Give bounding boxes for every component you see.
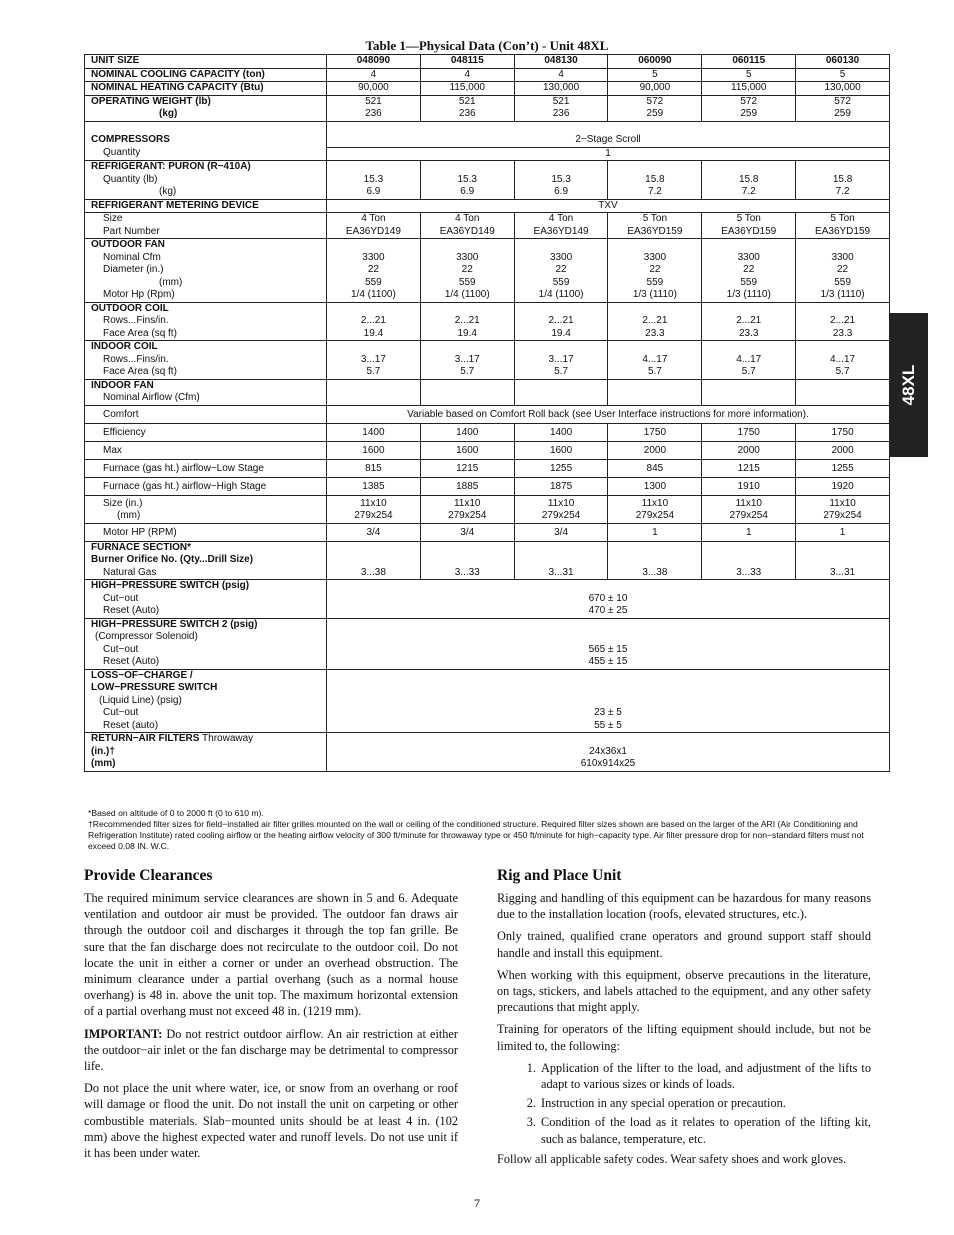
outdoor-coil-label: OUTDOOR COIL [91, 302, 169, 314]
table-row [85, 423, 890, 441]
compressors-label: COMPRESSORS [91, 134, 170, 145]
table-header-row [85, 55, 890, 69]
table-cell: 5 [702, 68, 796, 82]
important-label: IMPORTANT: [84, 1026, 163, 1041]
table-cell: 572 259 [702, 95, 796, 121]
loc-label: LOSS−OF−CHARGE / [91, 669, 193, 681]
table-row [85, 341, 890, 380]
row-label [85, 618, 327, 669]
row-label [85, 405, 327, 423]
ic-face-label: Face Area (sq ft) [103, 366, 177, 377]
orifice-label: Burner Orifice No. (Qty...Drill Size) [91, 554, 254, 565]
table-cell: 3...17 5.7 [514, 341, 608, 380]
table-cell: 3300 22 559 1/3 (1110) [608, 239, 702, 303]
fan-dia-label: Diameter (in.) [103, 264, 164, 275]
table-cell: 845 [608, 459, 702, 477]
header-cell: 060115 [702, 55, 796, 69]
metering-part-label: Part Number [103, 225, 160, 237]
table-cell: 3300 22 559 1/4 (1100) [420, 239, 514, 303]
table-cell: 2...21 19.4 [514, 302, 608, 341]
size-label: Size (in.) [103, 497, 143, 509]
table-cell: 1920 [796, 477, 890, 495]
table-cell: 3...33 [702, 541, 796, 580]
hps2-cutout-label: Cut−out [103, 643, 139, 655]
row-label [85, 477, 327, 495]
table-cell: 1750 [796, 423, 890, 441]
if-motor-label: Motor HP (RPM) [103, 526, 177, 538]
table-cell: 1215 [420, 459, 514, 477]
table-cell: 90,000 [327, 82, 421, 96]
table-row [85, 239, 890, 303]
table-cell: 2000 [608, 441, 702, 459]
row-label [85, 441, 327, 459]
table-cell: 15.3 6.9 [514, 161, 608, 200]
filters-mm-label: (mm) [91, 758, 116, 769]
table-cell: 815 [327, 459, 421, 477]
hps2-label: HIGH−PRESSURE SWITCH 2 (psig) [91, 618, 258, 630]
side-tab-label: 48XL [899, 364, 918, 406]
row-label [85, 213, 327, 239]
table-row [85, 580, 890, 619]
table-row [85, 618, 890, 669]
table-cell: 11x10 279x254 [327, 495, 421, 523]
table-cell: 5 [796, 68, 890, 82]
table-cell: 4 [514, 68, 608, 82]
if-airflow-label: Nominal Airflow (Cfm) [103, 392, 200, 403]
table-cell: 3300 22 559 1/4 (1100) [514, 239, 608, 303]
table-cell: 3...31 [514, 541, 608, 580]
rigging-paragraph: Training for operators of the lifting equipment should include, but not be limited to, the following: [497, 1022, 871, 1053]
table-cell: 572 259 [796, 95, 890, 121]
side-tab [890, 313, 928, 457]
table-cell [796, 379, 890, 405]
table-footnotes [88, 808, 884, 852]
table-cell: 2...21 23.3 [702, 302, 796, 341]
efficiency-label: Efficiency [103, 426, 146, 438]
table-cell: 2...21 19.4 [420, 302, 514, 341]
fan-motor-label: Motor Hp (Rpm) [103, 289, 175, 300]
hps2-sub-label: (Compressor Solenoid) [95, 631, 198, 642]
fan-cfm-label: Nominal Cfm [103, 251, 161, 263]
table-row [85, 441, 890, 459]
table-row [85, 405, 890, 423]
table-cell: 565 ± 15 455 ± 15 [327, 618, 890, 669]
loc-reset-label: Reset (auto) [103, 719, 159, 731]
row-label: NOMINAL COOLING CAPACITY (ton) [85, 68, 327, 82]
row-label [85, 733, 327, 772]
table-row [85, 379, 890, 405]
table-cell: 1 [702, 523, 796, 541]
row-label [85, 523, 327, 541]
hps2-reset-label: Reset (Auto) [103, 656, 160, 667]
table-row [85, 68, 890, 82]
oc-face-label: Face Area (sq ft) [103, 327, 177, 339]
table-cell: 1215 [702, 459, 796, 477]
row-label [85, 379, 327, 405]
weight-kg-label: (kg) [159, 108, 178, 119]
filters-type: Throwaway [202, 733, 254, 744]
ic-rows-label: Rows...Fins/in. [103, 353, 169, 365]
table-row [85, 121, 890, 161]
high-stage-label: Furnace (gas ht.) airflow−High Stage [103, 480, 267, 492]
table-cell: 15.8 7.2 [796, 161, 890, 200]
table-row [85, 82, 890, 96]
filters-label: RETURN−AIR FILTERS [91, 733, 200, 744]
table-cell: 3/4 [420, 523, 514, 541]
table-cell: 1885 [420, 477, 514, 495]
table-cell: 3...33 [420, 541, 514, 580]
footnote-filters: †Recommended filter sizes for field−installed air filter grilles mounted on the wall or ceiling of the conditioned structure. Required filter sizes shown are based on the larger of the ARI (Air Conditioning and Refrigeration Institute) rated cooling airflow or the heating airflow velocity of 300 ft/minute for throwaway type or 450 ft/minute for high−capacity type. Air filter pressure drop for non−standard filters must not exceed 0.08 IN. W.C. [88, 819, 864, 851]
furnace-label: FURNACE SECTION* [91, 541, 192, 553]
row-label [85, 161, 327, 200]
hps-label: HIGH−PRESSURE SWITCH (psig) [91, 580, 250, 591]
outdoor-fan-label: OUTDOOR FAN [91, 239, 165, 250]
table-cell: 11x10 279x254 [514, 495, 608, 523]
table-cell: 15.3 6.9 [327, 161, 421, 200]
table-cell: 130,000 [796, 82, 890, 96]
table-cell: 4 [420, 68, 514, 82]
fan-mm-label: (mm) [159, 276, 183, 288]
table-cell: 115,000 [702, 82, 796, 96]
table-cell: 1400 [420, 423, 514, 441]
rigging-section [497, 866, 871, 1173]
row-label [85, 239, 327, 303]
refrigerant-qty-label: Quantity (lb) [103, 173, 158, 185]
table-cell: 3...38 [608, 541, 702, 580]
table-cell: 2...21 23.3 [796, 302, 890, 341]
rigging-paragraph: Only trained, qualified crane operators and ground support staff should handle and install this equipment. [497, 929, 871, 960]
weight-label: OPERATING WEIGHT (lb) [91, 95, 211, 107]
table-cell [702, 379, 796, 405]
table-cell: 1600 [514, 441, 608, 459]
row-label [85, 423, 327, 441]
physical-data-table [84, 54, 890, 772]
table-cell: 11x10 279x254 [608, 495, 702, 523]
table-cell [608, 379, 702, 405]
table-cell: 3/4 [514, 523, 608, 541]
table-cell: 3...17 5.7 [327, 341, 421, 380]
row-label [85, 302, 327, 341]
header-cell: 048130 [514, 55, 608, 69]
table-cell: TXV [327, 199, 890, 213]
table-row [85, 541, 890, 580]
table-cell: 15.8 7.2 [702, 161, 796, 200]
hps-cutout-label: Cut−out [103, 592, 139, 604]
table-row [85, 669, 890, 733]
rigging-paragraph: Rigging and handling of this equipment can be hazardous for many reasons due to the installation location (roofs, elevated structures, etc.). [497, 891, 871, 922]
table-cell: 11x10 279x254 [702, 495, 796, 523]
table-cell: 1600 [327, 441, 421, 459]
table-cell: 3/4 [327, 523, 421, 541]
rigging-paragraph: When working with this equipment, observe precautions in the literature, on tags, stickers, and labels attached to the equipment, and any other safety precautions that might apply. [497, 967, 871, 1015]
header-cell: 060130 [796, 55, 890, 69]
table-cell: 5 Ton EA36YD159 [608, 213, 702, 239]
table-cell: 521 236 [514, 95, 608, 121]
table-cell: 1750 [608, 423, 702, 441]
table-row [85, 302, 890, 341]
table-row [85, 95, 890, 121]
header-cell: 048115 [420, 55, 514, 69]
table-cell: 1385 [327, 477, 421, 495]
clearances-heading: Provide Clearances [84, 867, 213, 884]
table-cell: 130,000 [514, 82, 608, 96]
table-cell: Variable based on Comfort Roll back (see User Interface instructions for more information). [327, 405, 890, 423]
row-label [85, 95, 327, 121]
table-row [85, 161, 890, 200]
table-cell: 3300 22 559 1/3 (1110) [796, 239, 890, 303]
refrigerant-kg-label: (kg) [159, 186, 177, 197]
low-stage-label: Furnace (gas ht.) airflow−Low Stage [103, 462, 264, 474]
list-item: 1. Application of the lifter to the load, and adjustment of the lifts to adapt to various sizes or kinds of loads. [539, 1060, 871, 1092]
row-label [85, 541, 327, 580]
table-cell: 3300 22 559 1/4 (1100) [327, 239, 421, 303]
table-cell: 11x10 279x254 [420, 495, 514, 523]
table-cell: 5 Ton EA36YD159 [702, 213, 796, 239]
table-cell: 3...17 5.7 [420, 341, 514, 380]
table-cell: 1910 [702, 477, 796, 495]
gas-label: Natural Gas [103, 566, 157, 578]
header-cell: 048090 [327, 55, 421, 69]
table-cell: 1 [608, 523, 702, 541]
table-cell: 2000 [702, 441, 796, 459]
table-cell: 4...17 5.7 [608, 341, 702, 380]
table-cell: 1400 [327, 423, 421, 441]
lps-label: LOW−PRESSURE SWITCH [91, 682, 218, 693]
table-cell: 521 236 [420, 95, 514, 121]
table-cell: 1300 [608, 477, 702, 495]
size-mm-label: (mm) [117, 510, 141, 521]
table-row [85, 459, 890, 477]
table-cell: 1 [796, 523, 890, 541]
comfort-label: Comfort [103, 408, 139, 420]
table-cell: 5 Ton EA36YD159 [796, 213, 890, 239]
indoor-fan-label: INDOOR FAN [91, 379, 154, 391]
table-cell: 1255 [796, 459, 890, 477]
table-row [85, 495, 890, 523]
row-label [85, 459, 327, 477]
table-cell: 4 Ton EA36YD149 [420, 213, 514, 239]
table-cell: 90,000 [608, 82, 702, 96]
clearances-paragraph: Do not place the unit where water, ice, or snow from an overhang or roof will damage or flood the unit. Do not install the unit on carpeting or other combustible materials. Slab−mounted units should be at least 4 in. (102 mm) above the highest expected water and runoff levels. Do not use unit if it has been under water. [84, 1081, 458, 1161]
loc-cutout-label: Cut−out [103, 707, 139, 718]
table-caption: Table 1—Physical Data (Con’t) - Unit 48XL [365, 38, 609, 53]
important-text: Do not restrict outdoor airflow. An air restriction at either the outdoor−air inlet or the fan discharge may be detrimental to compressor life. [84, 1026, 458, 1074]
table-row [85, 199, 890, 213]
row-label [85, 341, 327, 380]
table-row [85, 733, 890, 772]
refrigerant-label: REFRIGERANT: PURON (R−410A) [91, 161, 251, 172]
liquid-line-label: (Liquid Line) (psig) [99, 694, 182, 706]
table-cell: 11x10 279x254 [796, 495, 890, 523]
table-cell: 2000 [796, 441, 890, 459]
list-item: 3. Condition of the load as it relates to operation of the lifting kit, such as balance, temperature, etc. [539, 1114, 871, 1146]
row-label [85, 121, 327, 161]
header-cell: UNIT SIZE [85, 55, 327, 69]
table-cell: 4 Ton EA36YD149 [327, 213, 421, 239]
table-cell: 3...38 [327, 541, 421, 580]
table-cell: 1600 [420, 441, 514, 459]
row-label: REFRIGERANT METERING DEVICE [85, 199, 327, 213]
table-cell: 3300 22 559 1/3 (1110) [702, 239, 796, 303]
clearances-paragraph: The required minimum service clearances are shown in 5 and 6. Adequate ventilation and outdoor air must be provided. The outdoor fan draws air through the outdoor coil and discharges it through the top fan grille. Be sure that the fan discharge does not recirculate to the outdoor coil. Do not locate the unit in either a corner or under an overhead obstruction. The minimum clearance under a partial overhang (such as a normal house overhang) is 48 in. above the unit top. The maximum horizontal extension of a partial overhang must not exceed 48 in. (1219 mm). [84, 891, 458, 1019]
table-cell: 521 236 [327, 95, 421, 121]
row-label [85, 495, 327, 523]
list-item: 2. Instruction in any special operation or precaution. [539, 1095, 871, 1111]
table-cell: 1400 [514, 423, 608, 441]
hps-reset-label: Reset (Auto) [103, 605, 160, 616]
table-cell: 4...17 5.7 [796, 341, 890, 380]
page-number: 7 [474, 1196, 480, 1210]
table-cell: 15.3 6.9 [420, 161, 514, 200]
table-cell: 5 [608, 68, 702, 82]
row-label [85, 669, 327, 733]
filters-in-label: (in.)† [91, 745, 115, 757]
max-label: Max [103, 444, 122, 456]
table-cell [327, 379, 421, 405]
table-cell: 1750 [702, 423, 796, 441]
table-cell: 2...21 23.3 [608, 302, 702, 341]
table-row [85, 213, 890, 239]
row-label [85, 580, 327, 619]
row-label: NOMINAL HEATING CAPACITY (Btu) [85, 82, 327, 96]
table-cell: 3...31 [796, 541, 890, 580]
table-cell [420, 379, 514, 405]
table-cell: 670 ± 10 470 ± 25 [327, 580, 890, 619]
training-list [497, 1060, 871, 1147]
table-row [85, 477, 890, 495]
footnote-altitude: *Based on altitude of 0 to 2000 ft (0 to 610 m). [88, 808, 264, 818]
table-cell: 24x36x1 610x914x25 [327, 733, 890, 772]
oc-rows-label: Rows...Fins/in. [103, 315, 169, 326]
clearances-section [84, 866, 458, 1167]
table-cell: 2...21 19.4 [327, 302, 421, 341]
table-cell: 4 [327, 68, 421, 82]
table-cell: 2−Stage Scroll 1 [327, 121, 890, 161]
table-row [85, 523, 890, 541]
indoor-coil-label: INDOOR COIL [91, 341, 158, 352]
table-cell [514, 379, 608, 405]
rigging-paragraph: Follow all applicable safety codes. Wear safety shoes and work gloves. [497, 1151, 847, 1166]
table-cell: 23 ± 5 55 ± 5 [327, 669, 890, 733]
table-cell: 1255 [514, 459, 608, 477]
table-cell: 1875 [514, 477, 608, 495]
header-cell: 060090 [608, 55, 702, 69]
table-cell: 4...17 5.7 [702, 341, 796, 380]
table-cell: 115,000 [420, 82, 514, 96]
table-cell: 572 259 [608, 95, 702, 121]
compressors-qty-label: Quantity [103, 146, 141, 158]
important-paragraph [84, 1026, 458, 1075]
rigging-heading: Rig and Place Unit [497, 867, 622, 884]
metering-size-label: Size [103, 213, 123, 224]
table-cell: 4 Ton EA36YD149 [514, 213, 608, 239]
table-cell: 15.8 7.2 [608, 161, 702, 200]
